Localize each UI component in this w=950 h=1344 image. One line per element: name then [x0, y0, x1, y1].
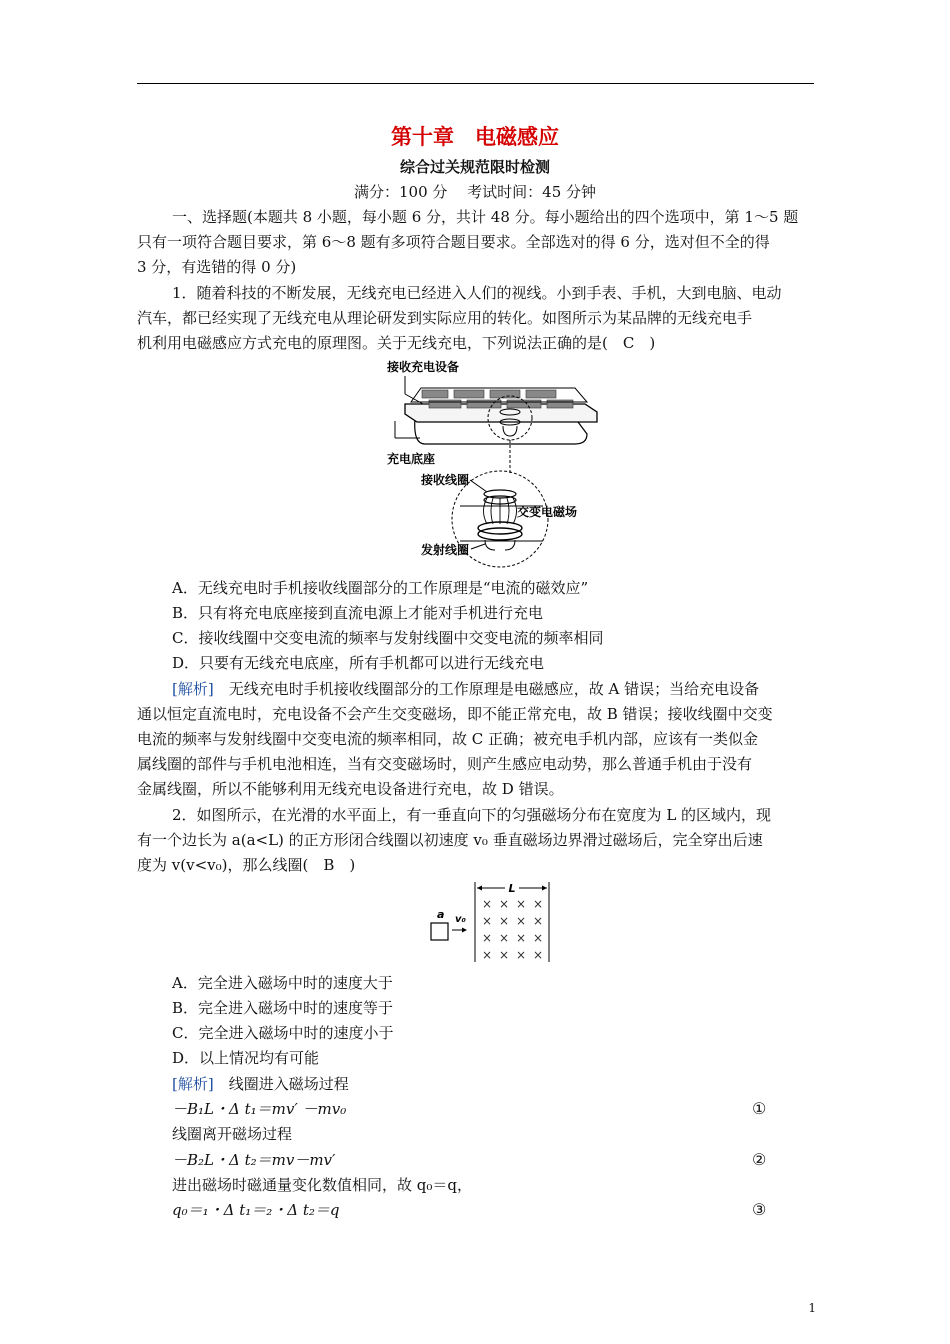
- equation-1: －B₁L・Δ t₁＝mv′ －mv₀: [172, 1100, 347, 1118]
- field-cross: ×: [516, 948, 527, 962]
- q2-option-a: A．完全进入磁场中时的速度大于: [172, 974, 393, 992]
- wireless-charging-figure: [375, 356, 600, 568]
- q1-option-c: C．接收线圈中交变电流的频率与发射线圈中交变电流的频率相同: [172, 629, 604, 647]
- equation-3: q₀＝₁・Δ t₁＝₂・Δ t₂＝q: [172, 1201, 340, 1219]
- q1-analysis-line: 属线圈的部件与手机电池相连，当有交变磁场时，则产生感应电动势，那么普通手机由于没有: [137, 755, 753, 773]
- q1-stem-line: 汽车，都已经实现了无线充电从理论研发到实际应用的转化。如图所示为某品牌的无线充电手: [137, 309, 753, 327]
- intro-line: 一、选择题(本题共 8 小题，每小题 6 分，共计 48 分。每小题给出的四个选项中，第 1～5 题: [172, 208, 799, 226]
- q1-analysis-line: 电流的频率与发射线圈中交变电流的频率相同，故 C 正确；被充电手机内部，应该有一类似金: [137, 730, 759, 748]
- field-cross: ×: [482, 931, 493, 945]
- q2-stem-line: 有一个边长为 a(a<L) 的正方形闭合线圈以初速度 v₀ 垂直磁场边界滑过磁场后，完全穿出后速: [137, 831, 763, 849]
- field-cross: ×: [482, 948, 493, 962]
- label-alternating-field: 交变电磁场: [517, 505, 578, 519]
- q2-analysis-line: 进出磁场时磁通量变化数值相同，故 q₀＝q，: [172, 1176, 472, 1194]
- q2-option-c: C．完全进入磁场中时的速度小于: [172, 1024, 394, 1042]
- chapter-title: 第十章 电磁感应: [391, 124, 559, 149]
- field-cross: ×: [516, 914, 527, 928]
- field-cross: ×: [482, 897, 493, 911]
- label-side: a: [437, 908, 445, 921]
- header-rule: [137, 83, 814, 84]
- equation-number-1: ①: [752, 1099, 767, 1118]
- subtitle: 综合过关规范限时检测: [399, 158, 550, 176]
- field-cross: ×: [533, 897, 544, 911]
- label-charging-base: 充电底座: [387, 452, 436, 466]
- q1-option-d: D．只要有无线充电底座，所有手机都可以进行无线充电: [172, 654, 545, 672]
- field-cross: ×: [533, 914, 544, 928]
- equation-2: －B₂L・Δ t₂＝mv－mv′: [172, 1151, 336, 1169]
- analysis-tag: [解析]: [172, 680, 214, 698]
- q1-analysis-line: 金属线圈，所以不能够利用无线充电设备进行充电，故 D 错误。: [137, 780, 564, 798]
- q2-analysis-line: 线圈进入磁场过程: [213, 1075, 349, 1093]
- label-receiving-coil: 接收线圈: [421, 473, 470, 487]
- label-transmitting-coil: 发射线圈: [421, 543, 470, 557]
- intro-line: 只有一项符合题目要求，第 6～8 题有多项符合题目要求。全部选对的得 6 分，选对但不全的得: [137, 233, 770, 251]
- equation-number-3: ③: [752, 1200, 767, 1219]
- label-velocity: v₀: [455, 914, 466, 925]
- field-cross: ×: [516, 931, 527, 945]
- q1-option-b: B．只有将充电底座接到直流电源上才能对手机进行充电: [172, 604, 544, 622]
- page-number: 1: [808, 1301, 816, 1315]
- analysis-tag: [解析]: [172, 1075, 214, 1093]
- field-cross: ×: [533, 931, 544, 945]
- field-cross: ×: [516, 897, 527, 911]
- q1-analysis-line: 通以恒定直流电时，充电设备不会产生交变磁场，即不能正常充电，故 B 错误；接收线圈中交变: [137, 705, 773, 723]
- equation-number-2: ②: [752, 1150, 767, 1169]
- field-cross: ×: [499, 931, 510, 945]
- label-receiver-device: 接收充电设备: [387, 360, 460, 374]
- q2-stem-line: 2．如图所示，在光滑的水平面上，有一垂直向下的匀强磁场分布在宽度为 L 的区域内，现: [172, 806, 772, 824]
- field-cross: ×: [499, 897, 510, 911]
- q2-option-b: B．完全进入磁场中时的速度等于: [172, 999, 394, 1017]
- q1-stem-line: 机利用电磁感应方式充电的原理图。关于无线充电，下列说法正确的是( C ): [137, 334, 656, 352]
- q2-stem-line: 度为 v(v<v₀)，那么线圈( B ): [137, 856, 356, 874]
- q1-stem-line: 1．随着科技的不断发展，无线充电已经进入人们的视线。小到手表、手机，大到电脑、电动: [172, 284, 782, 302]
- exam-meta: 满分：100 分 考试时间：45 分钟: [353, 183, 597, 201]
- field-cross: ×: [533, 948, 544, 962]
- q2-option-d: D．以上情况均有可能: [172, 1049, 320, 1067]
- intro-line: 3 分，有选错的得 0 分): [137, 258, 297, 276]
- field-cross: ×: [482, 914, 493, 928]
- q1-analysis-line: 无线充电时手机接收线圈部分的工作原理是电磁感应，故 A 错误；当给充电设备: [213, 680, 760, 698]
- label-width: L: [508, 882, 516, 895]
- magnetic-field-figure: [425, 880, 555, 965]
- field-cross: ×: [499, 914, 510, 928]
- q2-analysis-line: 线圈离开磁场过程: [172, 1125, 293, 1143]
- q1-option-a: A．无线充电时手机接收线圈部分的工作原理是“电流的磁效应”: [172, 579, 589, 597]
- field-cross: ×: [499, 948, 510, 962]
